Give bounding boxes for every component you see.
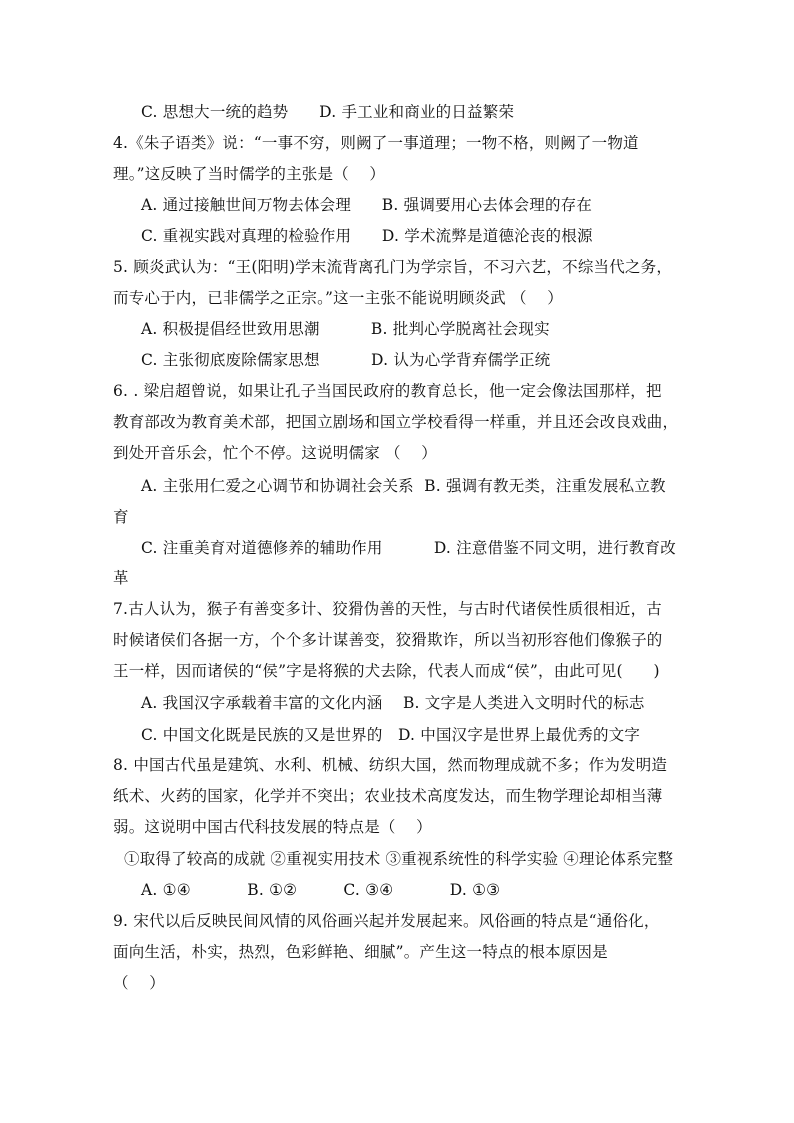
q9-stem-line2: 面向生活，朴实，热烈，色彩鲜艳、细腻”。产生这一特点的根本原因是 bbox=[113, 943, 608, 961]
q8-options: A. ①④ B. ①② C. ③④ D. ①③ bbox=[141, 881, 501, 899]
q5-options-cd: C. 主张彻底废除儒家思想 D. 认为心学背弃儒学正统 bbox=[141, 351, 551, 369]
q7-stem-line3: 王一样，因而诸侯的“侯”字是将猴的犬去除，代表人而成“侯”，由此可见( ) bbox=[113, 662, 660, 680]
q9-stem-line1: 9. 宋代以后反映民间风情的风俗画兴起并发展起来。风俗画的特点是“通俗化， bbox=[113, 912, 660, 930]
q7-options-ab: A. 我国汉字承载着丰富的文化内涵 B. 文字是人类进入文明时代的标志 bbox=[141, 694, 645, 712]
q4-stem-line1: 4.《朱子语类》说：“一事不穷，则阙了一事道理；一物不格，则阙了一物道 bbox=[113, 134, 639, 152]
q6-option-d-wrap: 革 bbox=[113, 569, 129, 587]
q4-options-cd: C. 重视实践对真理的检验作用 D. 学术流弊是道德沦丧的根源 bbox=[141, 227, 593, 245]
q8-statements: ①取得了较高的成就 ②重视实用技术 ③重视系统性的科学实验 ④理论体系完整 bbox=[124, 850, 674, 868]
q6-stem-line1: 6. . 梁启超曾说，如果让孔子当国民政府的教育总长，他一定会像法国那样，把 bbox=[113, 382, 662, 400]
q5-stem-line1: 5. 顾炎武认为：“王(阳明)学末流背离孔门为学宗旨，不习六艺，不综当代之务， bbox=[113, 258, 673, 276]
q7-options-cd: C. 中国文化既是民族的又是世界的 D. 中国汉字是世界上最优秀的文字 bbox=[141, 726, 641, 744]
q6-stem-line3: 到处开音乐会，忙个不停。这说明儒家 （ ） bbox=[113, 444, 437, 462]
q8-stem-line1: 8. 中国古代虽是建筑、水利、机械、纺织大国，然而物理成就不多；作为发明造 bbox=[113, 756, 668, 774]
q4-stem-line2: 理。”这反映了当时儒学的主张是（ ） bbox=[113, 165, 386, 183]
q7-stem-line2: 时候诸侯们各据一方，个个多计谋善变，狡猾欺诈，所以当初形容他们像猴子的 bbox=[113, 631, 663, 649]
q8-stem-line3: 弱。这说明中国古代科技发展的特点是（ ） bbox=[113, 818, 432, 836]
q8-stem-line2: 纸术、火药的国家，化学并不突出；农业技术高度发达，而生物学理论却相当薄 bbox=[113, 787, 663, 805]
q5-stem-line2: 而专心于内，已非儒学之正宗。”这一主张不能说明顾炎武 （ ） bbox=[113, 289, 563, 307]
q4-options-ab: A. 通过接触世间万物去体会理 B. 强调要用心去体会理的存在 bbox=[141, 196, 593, 214]
q6-options-cd: C. 注重美育对道德修养的辅助作用 D. 注意借鉴不同文明，进行教育改 bbox=[141, 539, 676, 557]
q6-option-b-wrap: 育 bbox=[113, 508, 129, 526]
q7-stem-line1: 7.古人认为，猴子有善变多计、狡猾伪善的天性，与古时代诸侯性质很相近，古 bbox=[113, 600, 662, 618]
q6-options-ab: A. 主张用仁爱之心调节和协调社会关系 B. 强调有教无类，注重发展私立教 bbox=[141, 477, 666, 495]
q9-stem-line3: （ ） bbox=[113, 974, 165, 992]
q3-options-cd: C. 思想大一统的趋势 D. 手工业和商业的日益繁荣 bbox=[141, 103, 515, 121]
q6-stem-line2: 教育部改为教育美术部，把国立剧场和国立学校看得一样重，并且还会改良戏曲， bbox=[113, 413, 679, 431]
q5-options-ab: A. 积极提倡经世致用思潮 B. 批判心学脱离社会现实 bbox=[141, 320, 550, 338]
